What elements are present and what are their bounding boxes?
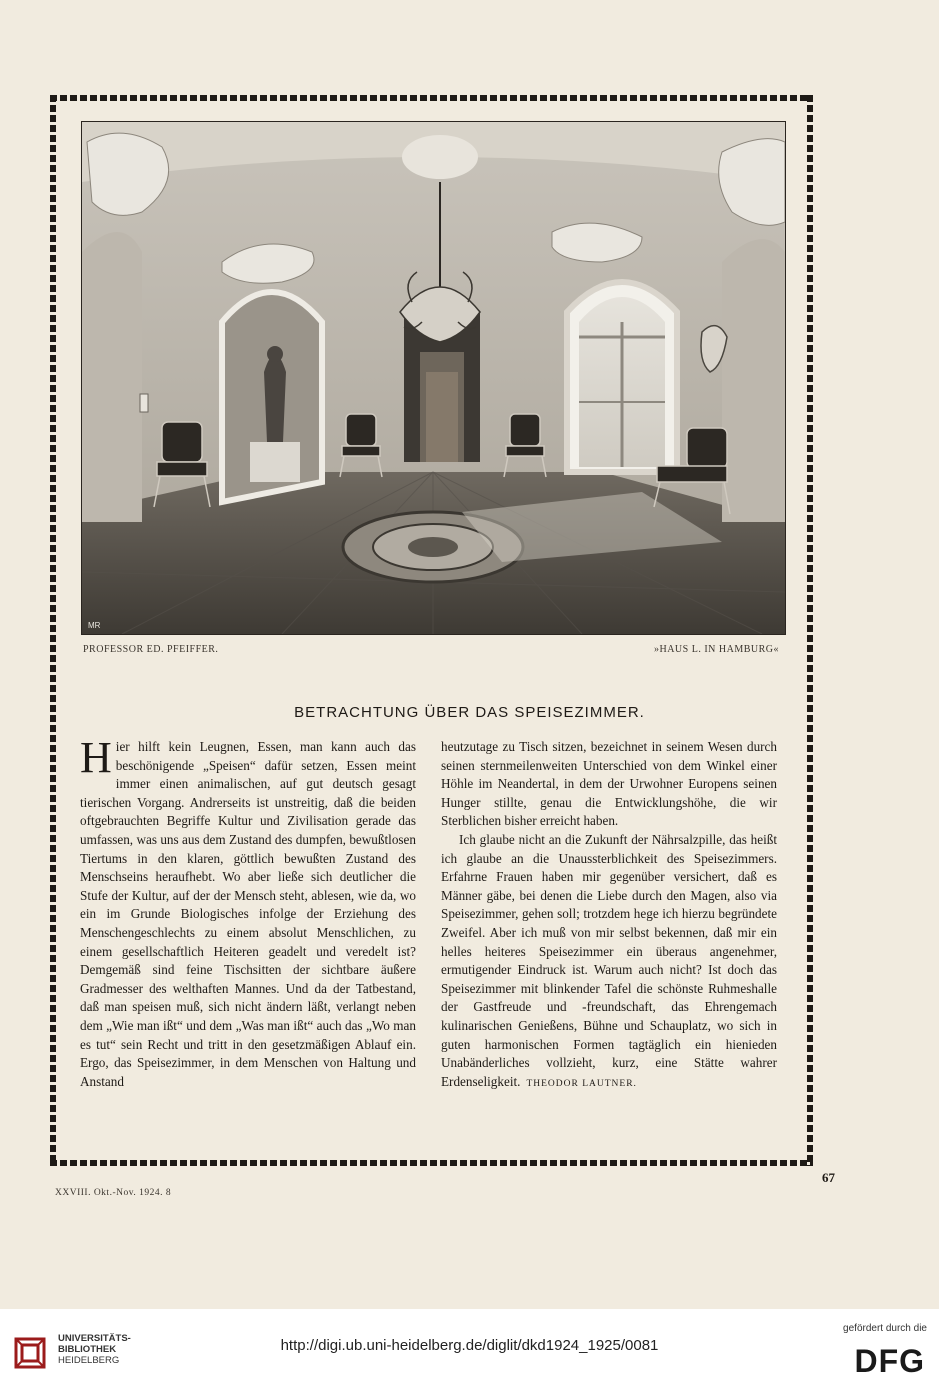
- dfg-logo[interactable]: DFG: [854, 1343, 925, 1379]
- source-url-link[interactable]: http://digi.ub.uni-heidelberg.de/diglit/dkd1924_1925/0081: [280, 1337, 659, 1354]
- dining-room-illustration: [82, 122, 785, 634]
- left-column-text: ier hilft kein Leugnen, Essen, man kann auch das beschönigende „Speisen“ dafür setzen, Essen meint immer einen animalischen, auf gut deutsch gesagt tierischen Vorgang. Andrerseits ist unstreitig, daß die beiden oftgebrauchten Begriffe Kultur und Zivilisation gerade das umfassen, was uns aus dem Zustand des dumpfen, bewußtlosen Tiertums in den klaren, göttlich bewußten Zustand des Menschseins heraufhebt. Wo aber ließe sich deutlicher die Stufe der Kultur, auf der der Mensch steht, ablesen, wie da, wo ein im Grunde Biologisches infolge der Erziehung des Menschengeschlechts zu einem absolut Menschlichen, zu einem gesellschaftlich Heiteren geadelt und veredelt ist? Demgemäß sind feine Tischsitten der sichtbare äußere Gradmesser des welthaften Mannes. Und da der Tatbestand, daß man speisen muß, sich nicht ändern läßt, verlangt neben dem „Wie man ißt“ und dem „Was man ißt“ auch das „Wo man es tut“ sein Recht und tritt in den gesetzmäßigen Ablauf ein. Ergo, das Speisezimmer, in dem Menschen von Haltung und Anstand: [80, 739, 416, 1089]
- library-name-line: HEIDELBERG: [58, 1355, 120, 1366]
- frame-border-right: [807, 95, 813, 1166]
- photo-monogram: MR: [88, 621, 101, 630]
- article-heading: BETRACHTUNG ÜBER DAS SPEISEZIMMER.: [294, 704, 645, 721]
- frame-border-top: [50, 95, 813, 101]
- issue-line: XXVIII. Okt.-Nov. 1924. 8: [55, 1188, 172, 1198]
- author-signature: THEODOR LAUTNER.: [526, 1078, 637, 1089]
- funding-note: gefördert durch die: [843, 1323, 927, 1334]
- article-column-left: [80, 733, 416, 1091]
- right-column-text: Ich glaube nicht an die Zukunft der Nährsalzpille, das heißt ich glaube an die Unaussterblichkeit des Speisezimmers. Erfahrne Frauen haben mir gegenüber versichert, daß es Männer gäbe, bei denen die Liebe durch den Magen, also via Speisezimmer, gehen soll; trotzdem hege ich hierzu begründete Zweifel. Aber ich muß von mir selbst bekennen, daß mir ein helles heiteres Speisezimmer ein überaus angenehmer, ermutigender Eindruck ist. Warum auch nicht? Ist doch das Speisezimmer mit blinkender Tafel die schönste Ruhmeshalle der Gastfreude und -freundschaft, das Ehrengemach kulinarischen Genießens, Bühne und Schauplatz, wo sich in guten harmonischen Formen tagtäglich ein hienieden Unabänderliches vollzieht, kurz, eine Stätte wahrer Erdenseligkeit.: [441, 831, 777, 1089]
- digitization-footer: [0, 1309, 939, 1389]
- frame-border-left: [50, 95, 56, 1166]
- article-paragraph: [80, 733, 416, 1091]
- frame-border-bottom: [50, 1160, 813, 1166]
- drop-cap: H: [80, 733, 112, 782]
- article-paragraph: [441, 831, 777, 1093]
- library-name-line: UNIVERSITÄTS-: [58, 1333, 131, 1344]
- photo-caption-location: »HAUS L. IN HAMBURG«: [653, 644, 779, 655]
- photo-caption-architect: PROFESSOR ED. PFEIFFER.: [83, 644, 219, 655]
- page-number: 67: [822, 1170, 835, 1185]
- library-name-line: BIBLIOTHEK: [58, 1344, 117, 1355]
- article-column-right: [441, 738, 777, 1093]
- article-paragraph: heutzutage zu Tisch sitzen, bezeichnet in seinem Wesen durch seinen sternmeilenweiten Unterschied von dem Winkel einer Höhle im Neandertal, in dem der Urwohner Europens seinen Hunger stillte, genau die Entwicklungshöhe, die wir Sterblichen bisher erreicht haben.: [441, 739, 777, 829]
- interior-photograph: [81, 121, 786, 635]
